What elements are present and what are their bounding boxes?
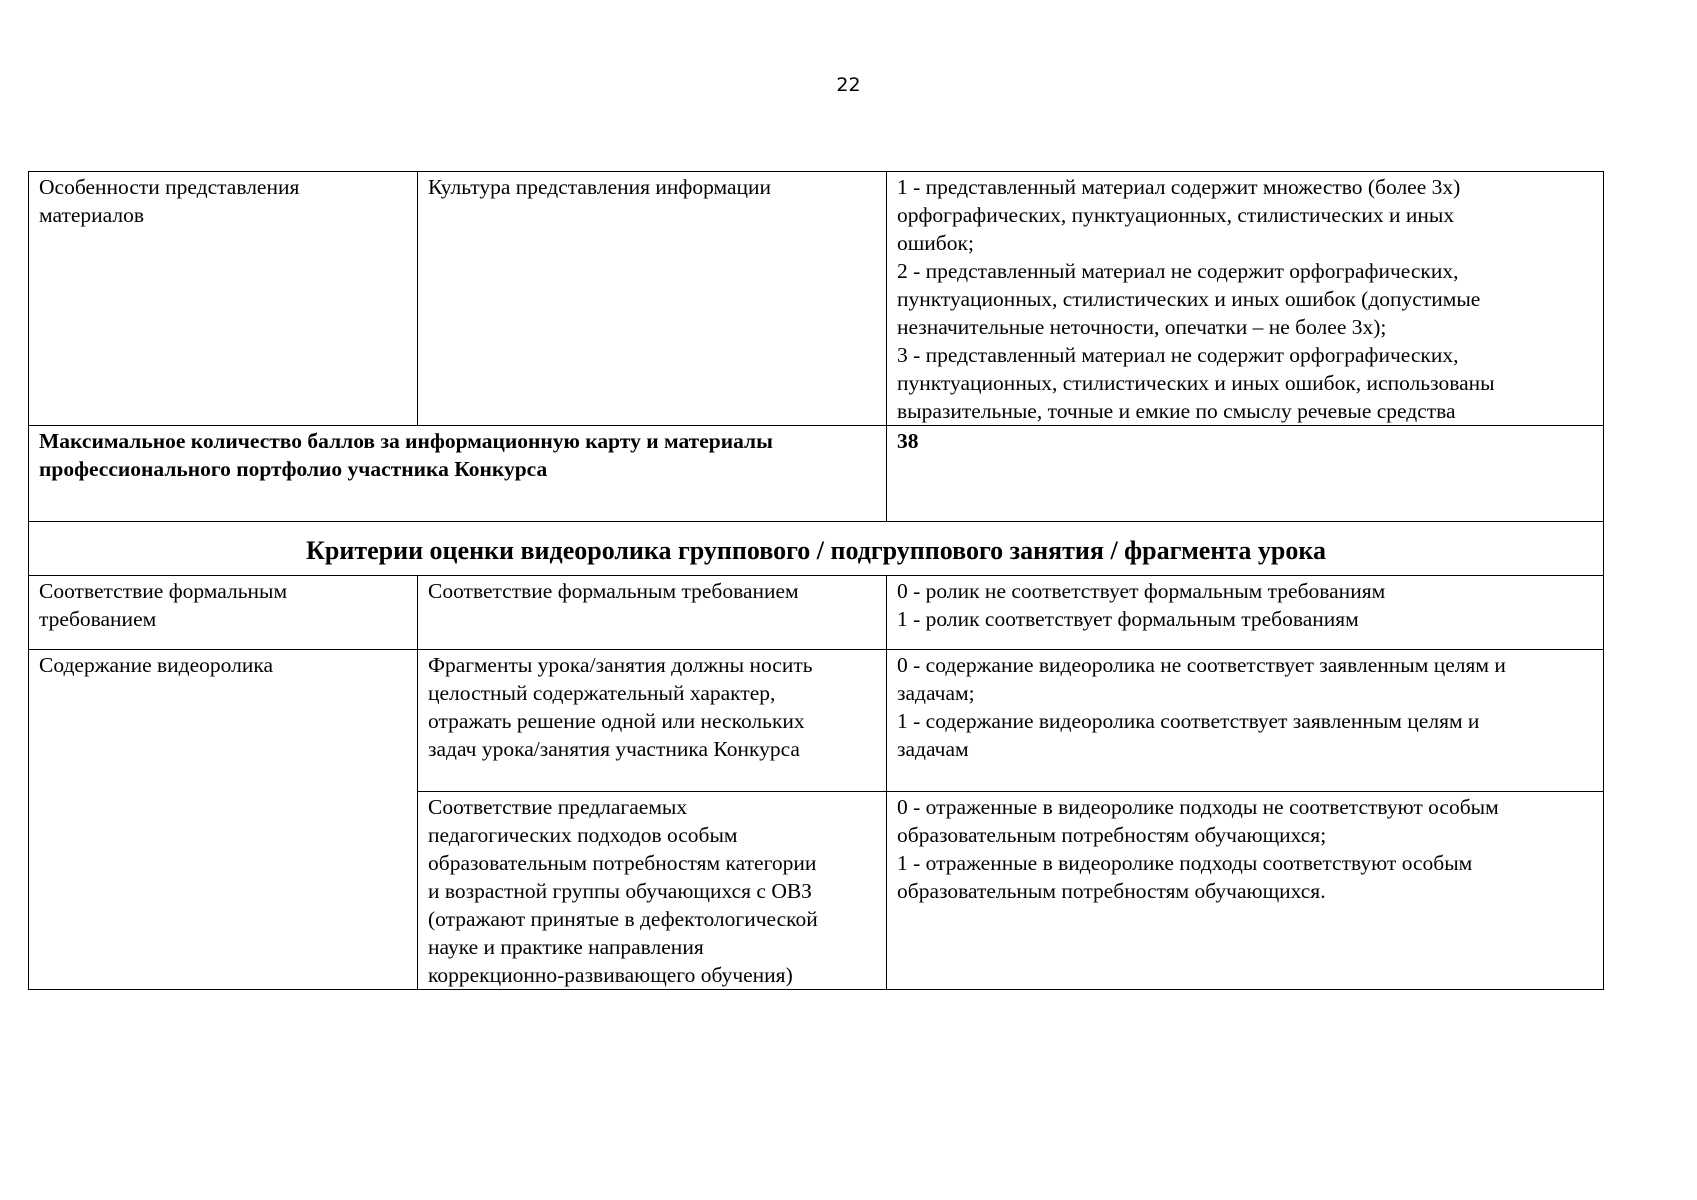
max-score-row: [29, 426, 1604, 522]
criterion-group-cell: Содержание видеоролика: [29, 650, 418, 990]
criteria-table: [28, 171, 1604, 990]
score-scale-cell: 0 - отраженные в видеоролике подходы не соответствуют особым образовательным потребностям обучающихся; 1 - отраженные в видеоролике подходы соответствуют особым образовательным потребностям обучающихся.: [887, 792, 1604, 990]
criterion-group-cell: Соответствие формальным требованием: [29, 576, 418, 650]
criterion-cell: Фрагменты урока/занятия должны носить целостный содержательный характер, отражать решение одной или нескольких задач урока/занятия участника Конкурса: [418, 650, 887, 792]
criterion-cell: Соответствие предлагаемых педагогических подходов особым образовательным потребностям категории и возрастной группы обучающихся с ОВЗ (отражают принятые в дефектологической науке и практике направления коррекционно-развивающего обучения): [418, 792, 887, 990]
criterion-cell: Соответствие формальным требованием: [418, 576, 887, 650]
page-number: 22: [836, 74, 861, 96]
section-heading: Критерии оценки видеоролика группового / подгруппового занятия / фрагмента урока: [29, 522, 1604, 576]
table-row-content-1: [29, 650, 1604, 792]
criterion-group-cell: Особенности представления материалов: [29, 172, 418, 426]
score-scale-cell: 1 - представленный материал содержит множество (более 3х) орфографических, пунктуационных, стилистических и иных ошибок; 2 - представленный материал не содержит орфографических, пунктуационных, стилистических и иных ошибок (допустимые незначительные неточности, опечатки – не более 3х); 3 - представленный материал не содержит орфографических, пунктуационных, стилистических и иных ошибок, использованы выразительные, точные и емкие по смыслу речевые средства: [887, 172, 1604, 426]
max-score-label: Максимальное количество баллов за информационную карту и материалы профессионального портфолио участника Конкурса: [29, 426, 887, 522]
score-scale-cell: 0 - содержание видеоролика не соответствует заявленным целям и задачам; 1 - содержание видеоролика соответствует заявленным целям и задачам: [887, 650, 1604, 792]
table-row-culture: [29, 172, 1604, 426]
max-score-value: 38: [887, 426, 1604, 522]
section-heading-row: [29, 522, 1604, 576]
score-scale-cell: 0 - ролик не соответствует формальным требованиям 1 - ролик соответствует формальным требованиям: [887, 576, 1604, 650]
criterion-cell: Культура представления информации: [418, 172, 887, 426]
table-row-formal: [29, 576, 1604, 650]
